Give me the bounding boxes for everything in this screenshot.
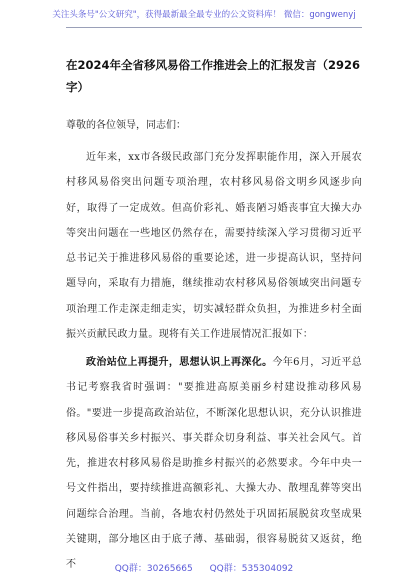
paragraph-section-one — [66, 350, 362, 578]
section-heading: 政治站位上再提升，思想认识上再深化。 — [86, 357, 273, 368]
document-title: 在2024年全省移风易俗工作推进会上的汇报发言（2926字） — [66, 58, 361, 94]
paragraph-intro: 近年来，xx市各级民政部门充分发挥职能作用，深入开展农村移风易俗突出问题专项治理，农村移风易俗文明乡风逐步向好，取得了一定成效。但高价彩礼、婚丧陋习婚丧事宜大操大办等突出问题在一些地区仍然存在，需要持续深入学习贯彻习近平总书记关于推进移风易俗的重要论述，进一步提高认识，坚持问题导向，采取有力措施，继续推动农村移风易俗领域突出问题专项治理工作走深走细走实，切实减轻群众负担，为推进乡村全面振兴贡献民政力量。现将有关工作进展情况汇报如下： — [66, 152, 362, 341]
footer-qq-group-2: QQ群：535304092 — [209, 564, 294, 574]
header-banner: 关注头条号"公文研究"，获得最新最全最专业的公文资料库！ 微信：gongwenyj — [52, 10, 356, 20]
section-body: 今年6月，习近平总书记考察我省时强调："要推进高原美丽乡村建设推动移风易俗。"要进一步提高政治站位，不断深化思想认识，充分认识推进移风易俗事关乡村振兴、事关群众切身利益、事关社会风气。首先，推进农村移风易俗是助推乡村振兴的必然要求。今年中央一号文件指出，要持续推进高额彩礼、大操大办、散埋乱葬等突出问题综合治理。当前，各地农村仍然处于巩固拓展脱贫攻坚成果关键期，部分地区由于底子薄、基础弱，很容易脱贫又返贫，绝不 — [66, 357, 363, 571]
footer-qq-groups — [0, 561, 408, 574]
footer-qq-group-1: QQ群：30265665 — [114, 564, 193, 574]
salutation: 尊敬的各位领导，同志们： — [66, 120, 186, 131]
header-divider — [66, 27, 362, 28]
